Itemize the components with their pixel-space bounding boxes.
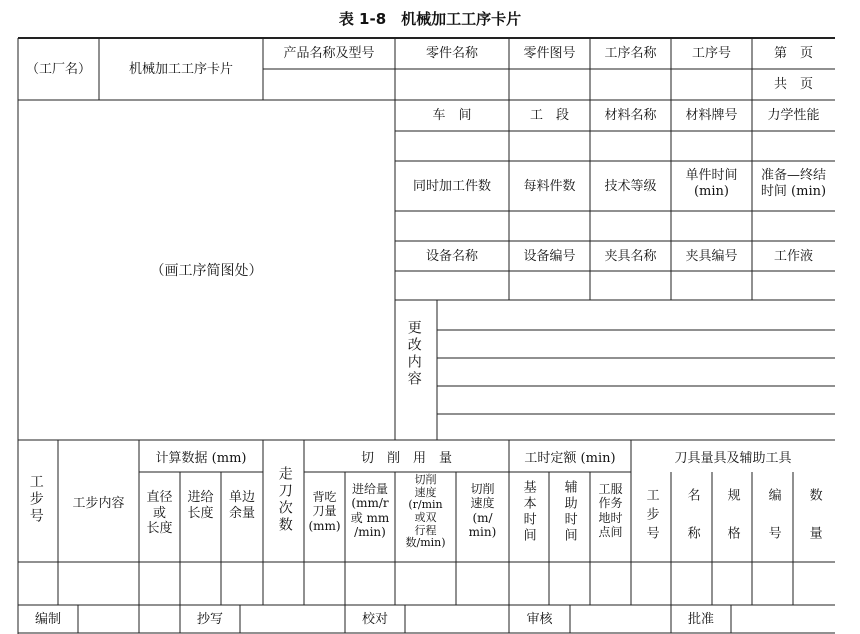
service-time-header: 工服 作务 地时 点间 [598,482,623,540]
depth-of-cut-header: 背吃 刀量 (mm) [308,490,341,533]
part-name-label: 零件名称 [425,46,478,61]
product-label: 产品名称及型号 [283,46,375,61]
tool-step-no-header: 工步号 [643,488,659,545]
card-name: 机械加工工序卡片 [128,62,233,77]
table-title: 表 1-8 机械加工工序卡片 [338,10,522,28]
page-label: 第 页 [773,46,813,61]
section-label: 工 段 [529,108,569,123]
unit-time-label: 单件时间 (min) [685,168,738,199]
step-content-header: 工步内容 [72,496,125,511]
process-no-label: 工序号 [691,46,731,61]
checked-by-label: 校对 [361,612,388,627]
change-content-label: 更改内容 [405,320,422,388]
material-name-label: 材料名称 [604,108,657,123]
fixture-name-label: 夹具名称 [604,249,657,264]
step-no-header: 工步号 [27,474,44,525]
prep-time-label: 准备—终结 时间 (min) [760,168,827,199]
compiled-by-label: 编制 [34,612,61,627]
time-quota-header: 工时定额 (min) [524,451,616,466]
equipment-no-label: 设备编号 [523,249,576,264]
total-pages-label: 共 页 [773,77,813,92]
factory-name: （工厂名） [25,62,91,77]
feed-rate-header: 进给量 (mm/r 或 mm /min) [350,482,390,540]
tool-code-header: 编 号 [765,488,781,545]
approved-by-label: 批准 [687,612,714,627]
feed-length-header: 进给 长度 [187,490,214,521]
equipment-name-label: 设备名称 [425,249,478,264]
mechanical-property-label: 力学性能 [767,108,820,123]
part-no-label: 零件图号 [523,46,576,61]
material-grade-label: 材料牌号 [685,108,738,123]
tool-spec-header: 规 格 [724,488,740,545]
coolant-label: 工作液 [773,249,813,264]
tool-qty-header: 数 量 [806,488,822,545]
simultaneous-parts-label: 同时加工件数 [412,179,491,194]
sketch-area-label: （画工序简图处） [150,263,263,279]
passes-header: 走刀次数 [276,466,293,534]
diameter-length-header: 直径 或 长度 [146,490,173,537]
tool-name-header: 名 称 [684,488,700,545]
reviewed-by-label: 审核 [526,612,553,627]
workshop-label: 车 间 [432,108,472,123]
cutting-speed-header: 切削 速度 (m/ min) [468,482,497,540]
spindle-speed-header: 切削 速度 (r/min 或双 行程 数/min) [405,473,446,550]
aux-time-header: 辅助时间 [561,480,577,544]
basic-time-header: 基本时间 [520,480,536,544]
calc-data-header: 计算数据 (mm) [155,451,247,466]
process-name-label: 工序名称 [604,46,657,61]
allowance-header: 单边 余量 [228,490,255,521]
skill-grade-label: 技术等级 [604,179,657,194]
copied-by-label: 抄写 [196,612,223,627]
parts-per-blank-label: 每料件数 [523,179,576,194]
cutting-params-header: 切 削 用 量 [360,451,452,466]
fixture-no-label: 夹具编号 [685,249,738,264]
tools-header: 刀具量具及辅助工具 [674,451,792,466]
